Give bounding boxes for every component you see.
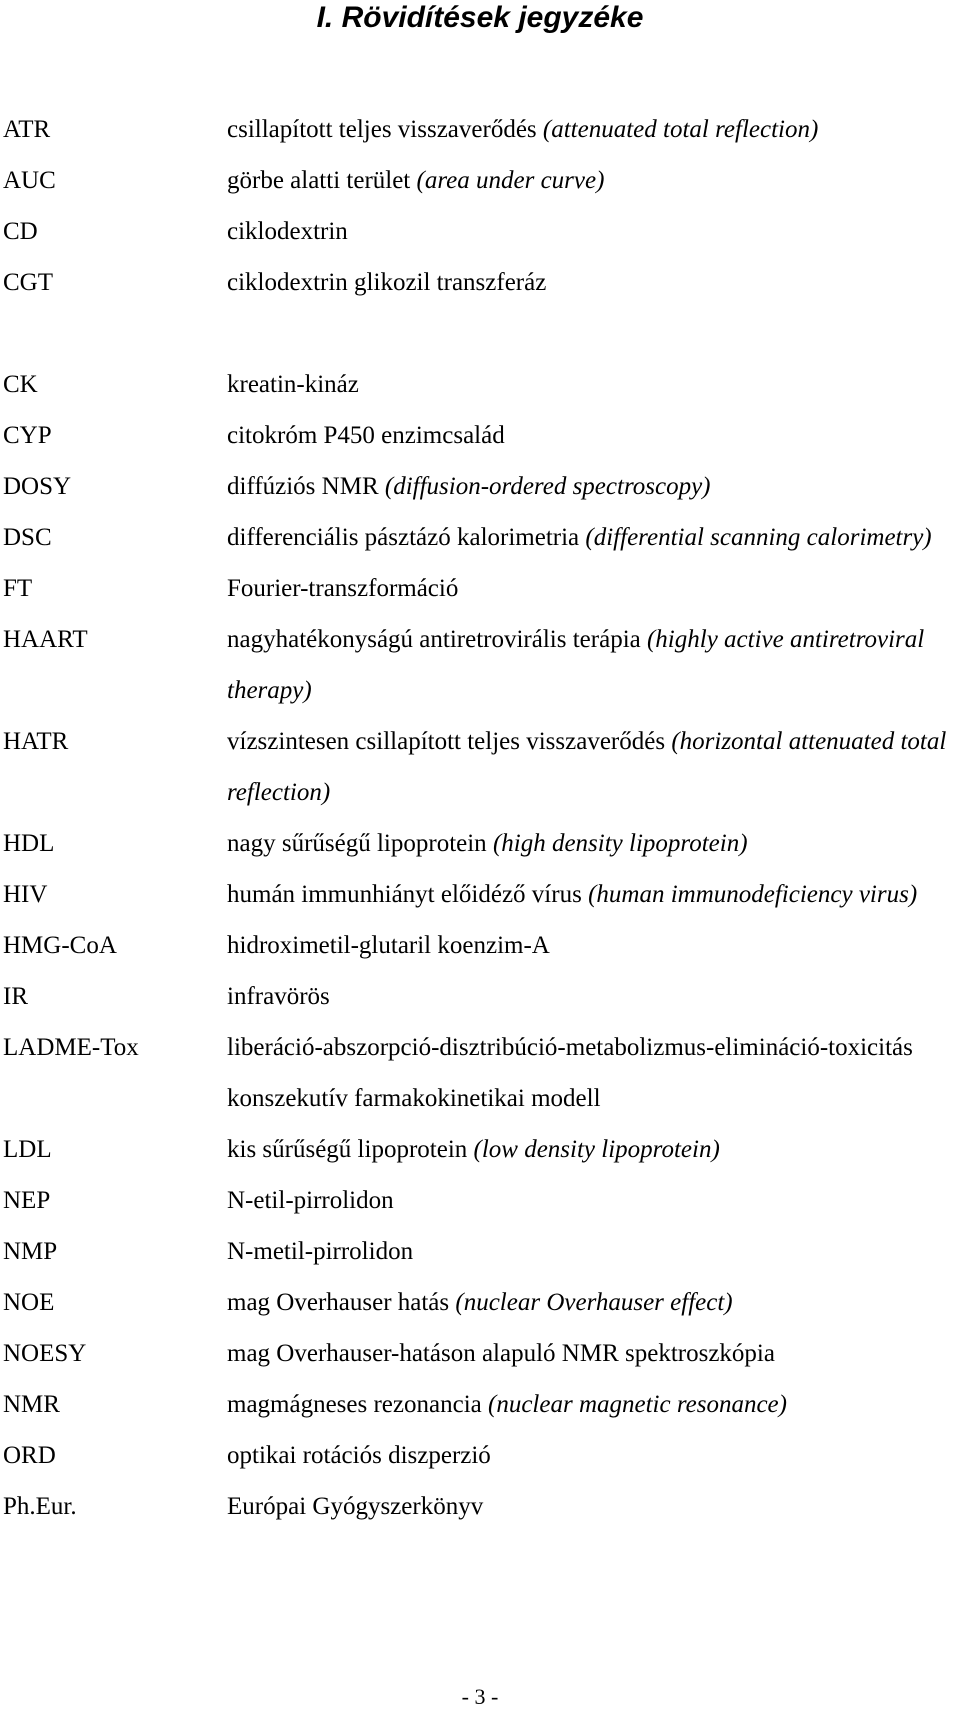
abbreviation: LDL (3, 1136, 52, 1163)
list-item (0, 1481, 960, 1532)
definition (227, 461, 960, 512)
definition (227, 155, 960, 206)
abbreviation: NMP (3, 1238, 58, 1265)
definition (227, 410, 960, 461)
list-item (0, 563, 960, 614)
definition (227, 614, 960, 716)
list-item (0, 1022, 960, 1124)
english-term: (high density lipoprotein) (492, 830, 748, 857)
definition-text: mag Overhauser-hatáson alapuló NMR spektroszkópia (227, 1340, 775, 1367)
definition-text: kreatin-kináz (227, 371, 359, 398)
abbreviation: LADME-Tox (3, 1034, 139, 1061)
english-term: (nuclear magnetic resonance) (488, 1391, 787, 1418)
definition (227, 563, 960, 614)
definition-text: diffúziós NMR (227, 473, 385, 500)
definition-text: vízszintesen csillapított teljes visszaverődés (227, 728, 672, 755)
definition-text: N-etil-pirrolidon (227, 1187, 394, 1214)
english-term: (attenuated total reflection) (542, 116, 819, 143)
definition (227, 1022, 960, 1124)
list-item (0, 716, 960, 818)
definition-text: liberáció-abszorpció-disztribúció-metabolizmus-elimináció-toxicitás konszekutív farmakokinetikai modell (227, 1034, 913, 1112)
definition (227, 716, 960, 818)
definition (227, 869, 960, 920)
definition (227, 257, 960, 308)
definition-text: csillapított teljes visszaverődés (227, 116, 543, 143)
list-item (0, 206, 960, 257)
list-item (0, 1124, 960, 1175)
definition (227, 920, 960, 971)
list-item (0, 1277, 960, 1328)
definition-text: Fourier-transzformáció (227, 575, 459, 602)
abbreviation: CD (3, 218, 38, 245)
list-item (0, 1328, 960, 1379)
english-term: (diffusion-ordered spectroscopy) (384, 473, 711, 500)
abbreviation: NMR (3, 1391, 60, 1418)
english-term: (horizontal attenuated total reflection) (227, 728, 947, 806)
definition-text: magmágneses rezonancia (227, 1391, 488, 1418)
definition-text: differenciális pásztázó kalorimetria (227, 524, 586, 551)
abbreviation: ORD (3, 1442, 56, 1469)
definition (227, 104, 960, 155)
abbreviation: CYP (3, 422, 52, 449)
list-item (0, 971, 960, 1022)
definition (227, 1277, 960, 1328)
list-item (0, 359, 960, 410)
definition-text: mag Overhauser hatás (227, 1289, 456, 1316)
abbreviation: HDL (3, 830, 55, 857)
abbreviation: ATR (3, 116, 51, 143)
list-item (0, 512, 960, 563)
english-term: (highly active antiretroviral therapy) (227, 626, 925, 704)
abbreviation-list (0, 104, 960, 1532)
list-item (0, 1430, 960, 1481)
english-term: (low density lipoprotein) (473, 1136, 720, 1163)
definition-text: kis sűrűségű lipoprotein (227, 1136, 474, 1163)
definition (227, 1430, 960, 1481)
abbreviation: HATR (3, 728, 69, 755)
definition-text: Európai Gyógyszerkönyv (227, 1493, 484, 1520)
list-item (0, 1226, 960, 1277)
list-item (0, 869, 960, 920)
english-term: (area under curve) (416, 167, 605, 194)
definition-text: ciklodextrin (227, 218, 348, 245)
definition-text: nagyhatékonyságú antiretrovirális terápia (227, 626, 647, 653)
list-item (0, 155, 960, 206)
abbreviation: CK (3, 371, 38, 398)
abbreviation: DOSY (3, 473, 72, 500)
abbreviation: DSC (3, 524, 52, 551)
definition (227, 1124, 960, 1175)
abbreviation: CGT (3, 269, 53, 296)
definition-text: optikai rotációs diszperzió (227, 1442, 491, 1469)
definition (227, 359, 960, 410)
definition (227, 206, 960, 257)
definition (227, 1328, 960, 1379)
english-term: (human immunodeficiency virus) (588, 881, 918, 908)
abbreviation: NOESY (3, 1340, 87, 1367)
abbreviation: Ph.Eur. (3, 1493, 77, 1520)
abbreviation: HIV (3, 881, 48, 908)
english-term: (nuclear Overhauser effect) (455, 1289, 733, 1316)
page-number: - 3 - (461, 1684, 499, 1709)
definition-text: citokróm P450 enzimcsalád (227, 422, 505, 449)
list-item (0, 461, 960, 512)
abbreviation: HAART (3, 626, 88, 653)
definition (227, 1481, 960, 1532)
definition-text: hidroximetil-glutaril koenzim-A (227, 932, 550, 959)
definition (227, 1379, 960, 1430)
definition-text: infravörös (227, 983, 330, 1010)
list-item (0, 1175, 960, 1226)
list-item (0, 818, 960, 869)
abbreviation: HMG-CoA (3, 932, 117, 959)
definition (227, 512, 960, 563)
abbreviation: NEP (3, 1187, 51, 1214)
definition-text: görbe alatti terület (227, 167, 417, 194)
definition (227, 1226, 960, 1277)
abbreviation: NOE (3, 1289, 55, 1316)
definition (227, 971, 960, 1022)
abbreviation: FT (3, 575, 33, 602)
definition-text: nagy sűrűségű lipoprotein (227, 830, 493, 857)
list-item (0, 104, 960, 155)
list-item (0, 1379, 960, 1430)
definition (227, 818, 960, 869)
list-item (0, 257, 960, 308)
list-item (0, 920, 960, 971)
english-term: (differential scanning calorimetry) (585, 524, 932, 551)
definition (227, 1175, 960, 1226)
list-item (0, 614, 960, 716)
definition-text: ciklodextrin glikozil transzferáz (227, 269, 547, 296)
definition-text: N-metil-pirrolidon (227, 1238, 414, 1265)
list-item (0, 410, 960, 461)
abbreviation: IR (3, 983, 28, 1010)
abbreviation: AUC (3, 167, 56, 194)
page-title: I. Rövidítések jegyzéke (316, 1, 644, 34)
definition-text: humán immunhiányt előidéző vírus (227, 881, 589, 908)
